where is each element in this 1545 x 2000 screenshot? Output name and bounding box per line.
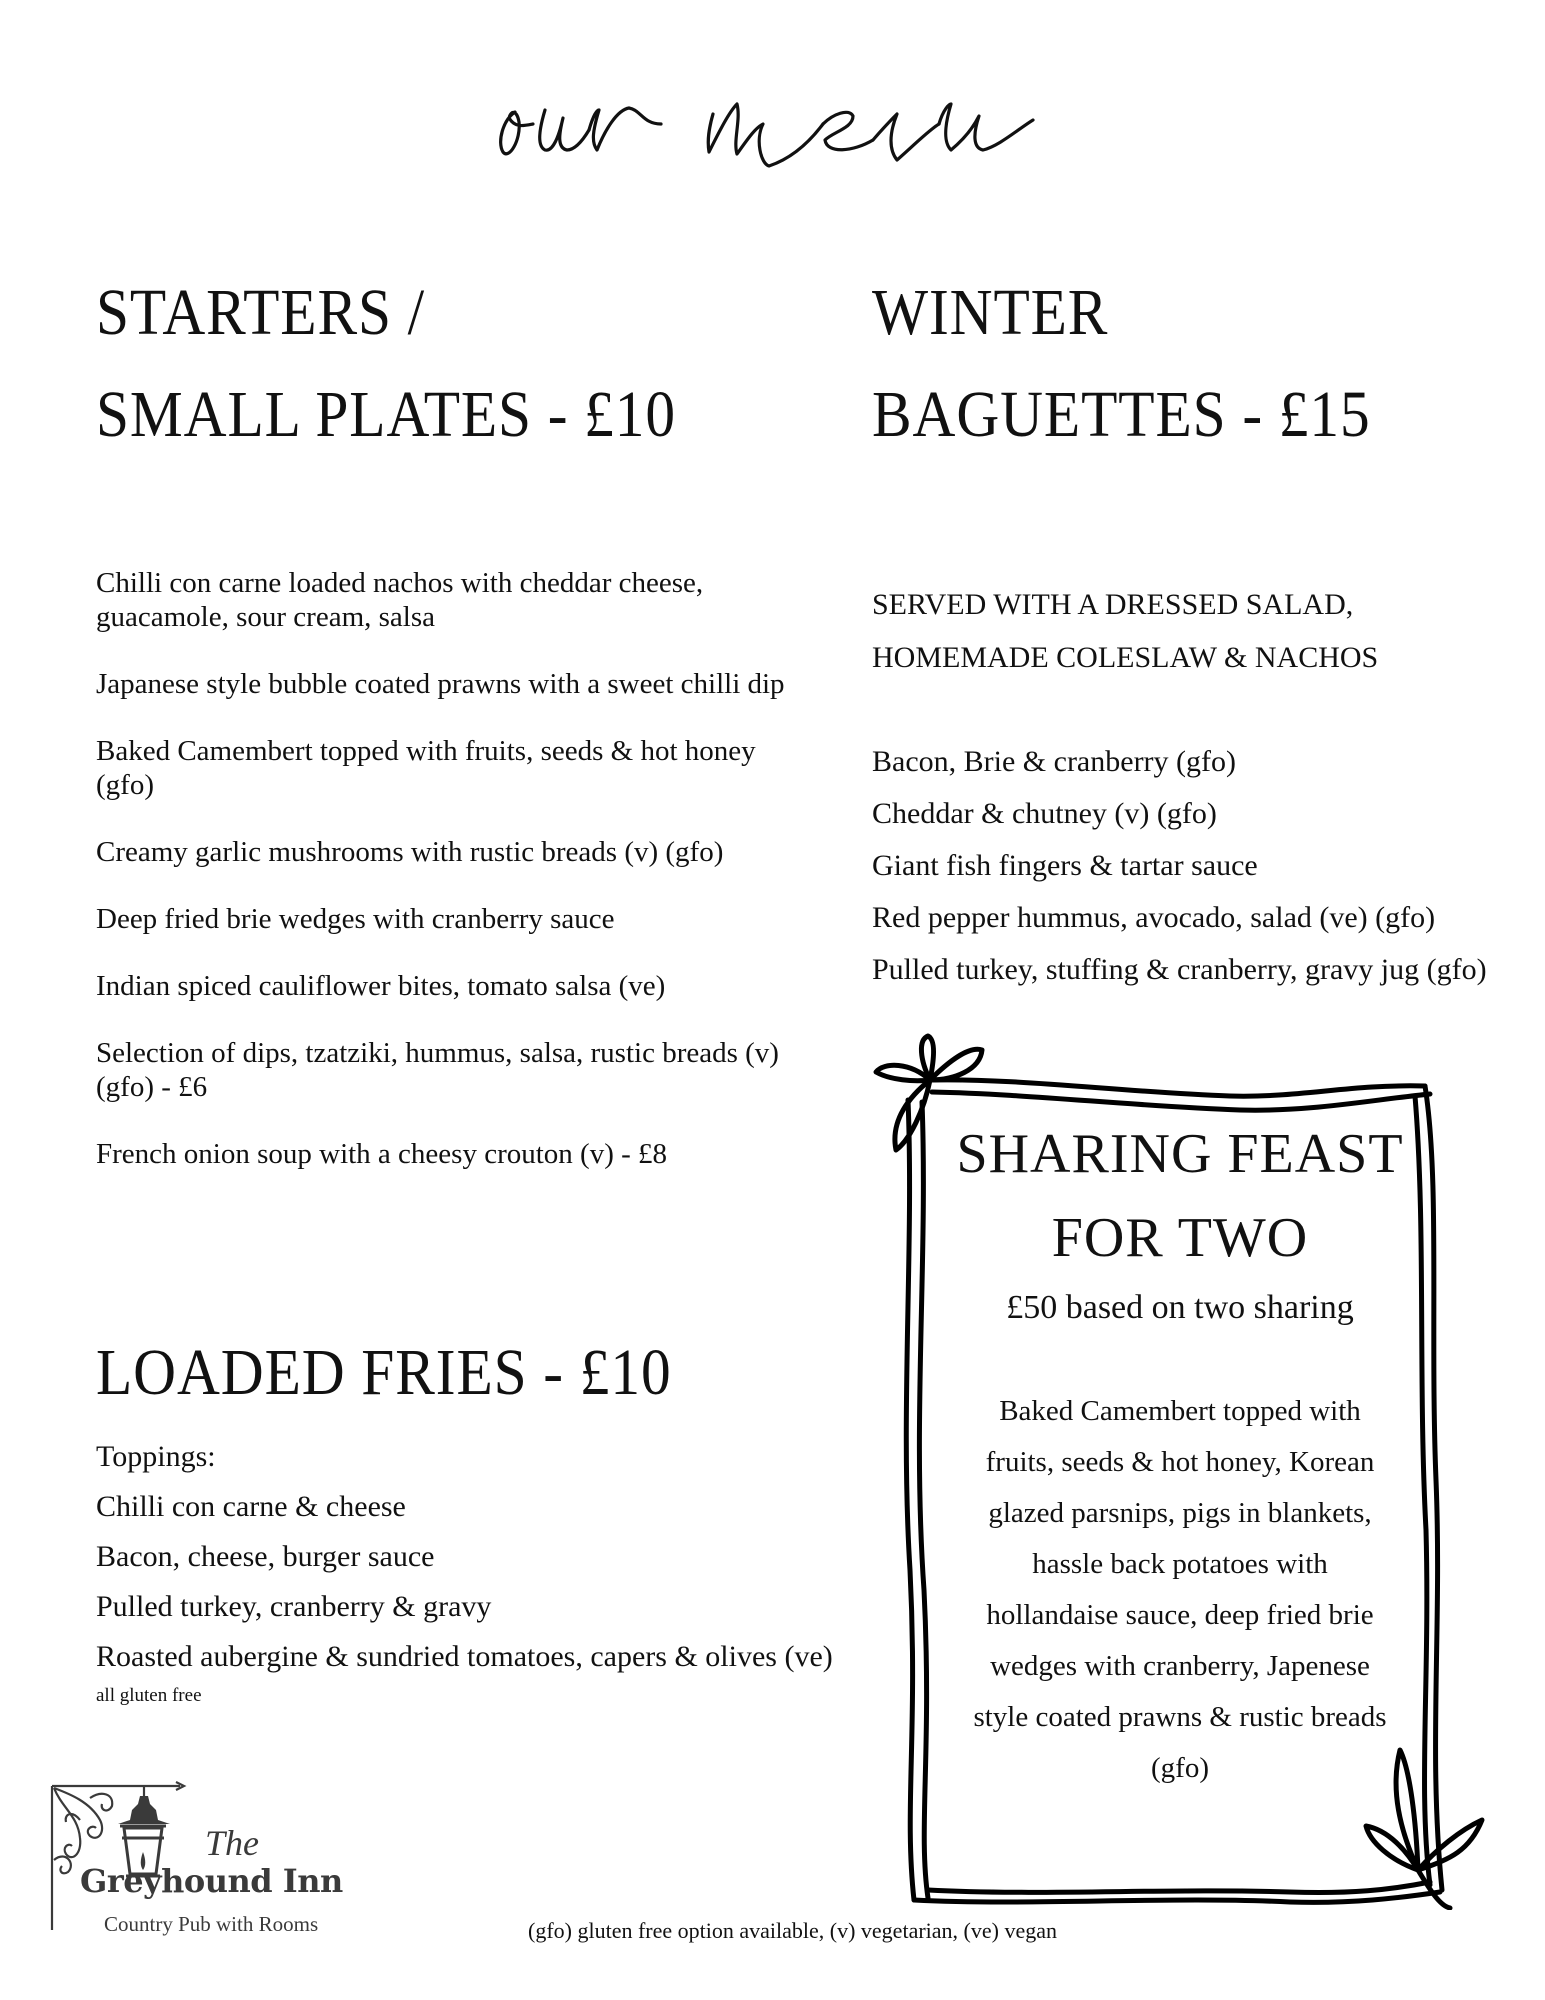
- menu-item: Giant fish fingers & tartar sauce: [872, 849, 1258, 882]
- feast-desc-line: (gfo): [1151, 1752, 1209, 1784]
- feast-desc-line: style coated prawns & rustic breads: [973, 1701, 1387, 1733]
- baguettes-title-line1: WINTER: [872, 276, 1109, 349]
- menu-item: Red pepper hummus, avocado, salad (ve) (gfo): [872, 901, 1436, 934]
- loaded-fries-list: [96, 1432, 833, 1682]
- menu-item: Deep fried brie wedges with cranberry sauce: [96, 903, 615, 935]
- feast-desc-line: Baked Camembert topped with: [999, 1395, 1361, 1427]
- menu-item: Bacon, cheese, burger sauce: [96, 1540, 435, 1573]
- menu-item: Pulled turkey, cranberry & gravy: [96, 1590, 492, 1623]
- baguettes-title-line2: BAGUETTES - £15: [872, 378, 1371, 451]
- served-line-2: HOMEMADE COLESLAW & NACHOS: [872, 641, 1379, 674]
- logo-the: The: [205, 1823, 259, 1863]
- script-title-graphic: [493, 80, 1053, 190]
- dietary-legend: (gfo) gluten free option available, (v) vegetarian, (ve) vegan: [528, 1918, 1057, 1943]
- sharing-feast-description: [930, 1386, 1430, 1794]
- menu-item: Creamy garlic mushrooms with rustic breads (v) (gfo): [96, 836, 724, 868]
- sharing-feast-title: [930, 1112, 1430, 1280]
- menu-item: Bacon, Brie & cranberry (gfo): [872, 745, 1237, 778]
- loaded-fries-title: LOADED FRIES - £10: [96, 1336, 672, 1409]
- menu-item: Selection of dips, tzatziki, hummus, salsa, rustic breads (v) (gfo) - £6: [96, 1037, 779, 1103]
- starters-title-line2: SMALL PLATES - £10: [96, 378, 676, 451]
- feast-title-line2: FOR TWO: [1051, 1207, 1309, 1269]
- loaded-fries-note: all gluten free: [96, 1685, 202, 1706]
- menu-item: French onion soup with a cheesy crouton (v) - £8: [96, 1138, 668, 1170]
- menu-item: Baked Camembert topped with fruits, seeds & hot honey (gfo): [96, 735, 756, 801]
- feast-desc-line: wedges with cranberry, Japenese: [990, 1650, 1370, 1682]
- menu-item: Indian spiced cauliflower bites, tomato salsa (ve): [96, 970, 666, 1002]
- baguettes-section-title: [872, 262, 1371, 466]
- menu-item: Chilli con carne loaded nachos with cheddar cheese, guacamole, sour cream, salsa: [96, 567, 704, 633]
- menu-item: Cheddar & chutney (v) (gfo): [872, 797, 1217, 830]
- feast-title-line1: SHARING FEAST: [956, 1123, 1404, 1185]
- feast-desc-line: fruits, seeds & hot honey, Korean: [985, 1446, 1375, 1478]
- served-line-1: SERVED WITH A DRESSED SALAD,: [872, 588, 1354, 621]
- baguettes-served-with: [872, 578, 1512, 684]
- menu-item: Chilli con carne & cheese: [96, 1490, 406, 1523]
- logo-tagline: Country Pub with Rooms: [104, 1912, 319, 1936]
- starters-title-line1: STARTERS /: [96, 276, 426, 349]
- sharing-feast-price: £50 based on two sharing: [1006, 1289, 1354, 1326]
- feast-desc-line: hassle back potatoes with: [1032, 1548, 1328, 1580]
- menu-item: Pulled turkey, stuffing & cranberry, gravy jug (gfo): [872, 953, 1487, 986]
- menu-item: Japanese style bubble coated prawns with a sweet chilli dip: [96, 668, 785, 700]
- toppings-label: Toppings:: [96, 1440, 216, 1473]
- baguettes-list: [872, 736, 1545, 996]
- logo-name: Greyhound Inn: [80, 1862, 343, 1900]
- feast-desc-line: glazed parsnips, pigs in blankets,: [988, 1497, 1372, 1529]
- starters-list: [96, 566, 816, 1204]
- starters-section-title: [96, 262, 676, 466]
- page-title: [0, 80, 1545, 190]
- menu-item: Roasted aubergine & sundried tomatoes, capers & olives (ve): [96, 1640, 833, 1673]
- sharing-feast-box: [930, 1112, 1430, 1794]
- feast-desc-line: hollandaise sauce, deep fried brie: [986, 1599, 1374, 1631]
